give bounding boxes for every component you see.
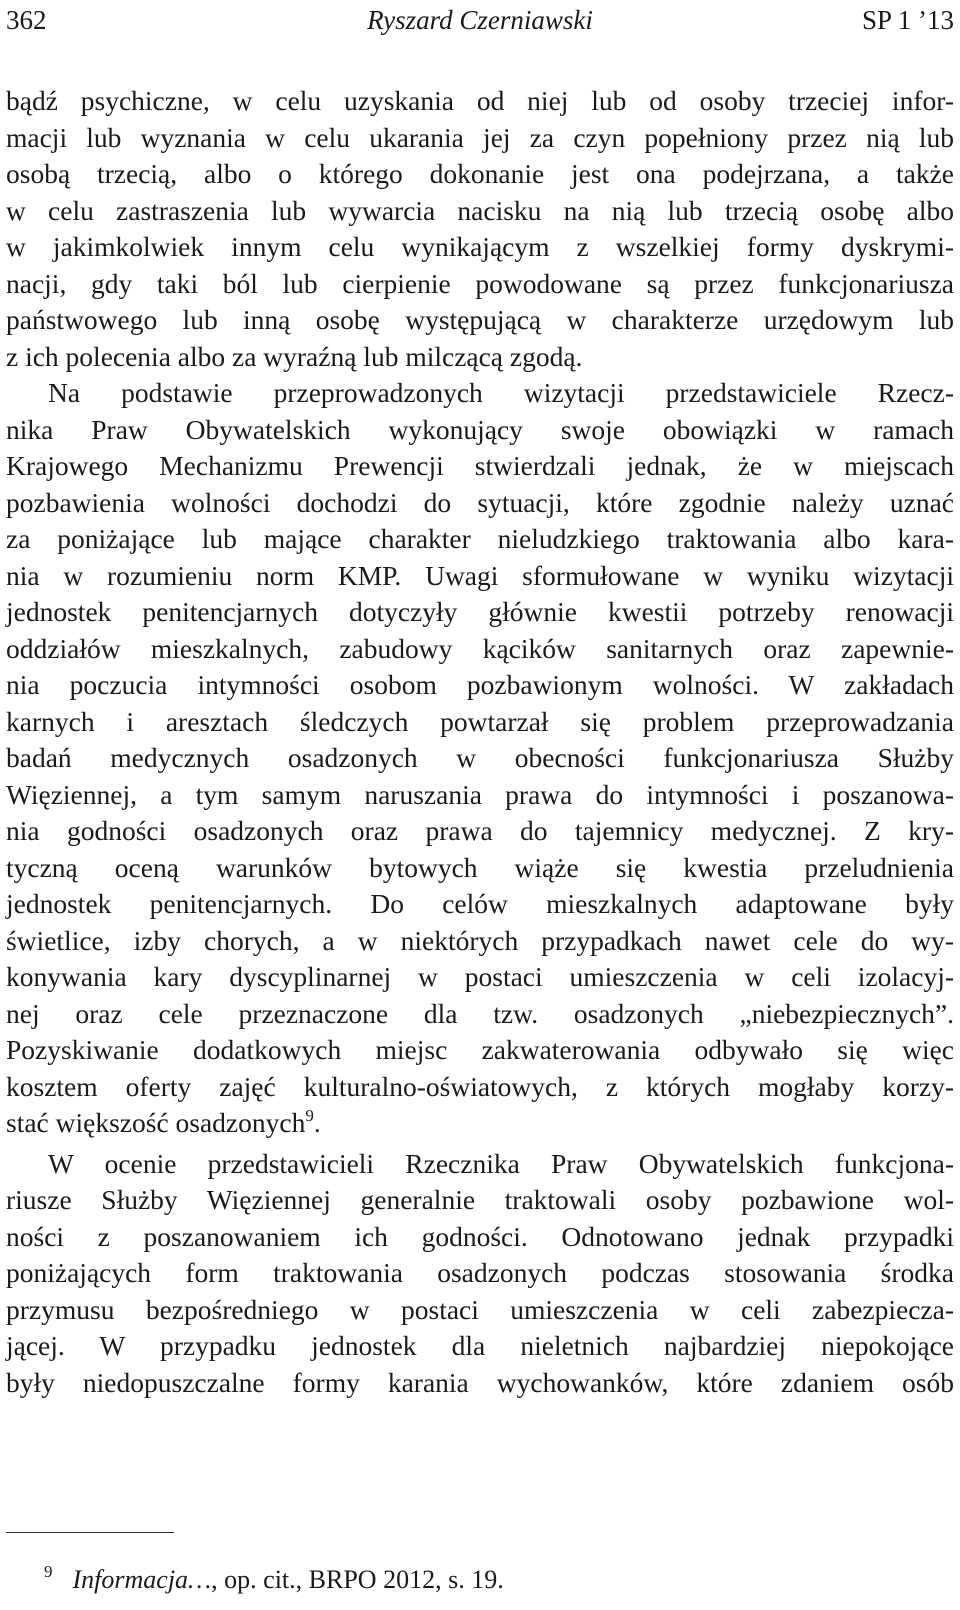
- body-text: [6, 83, 954, 1401]
- text-line: [6, 959, 954, 996]
- text-line: [6, 521, 954, 558]
- text-line: [6, 1069, 954, 1106]
- text-line-content: nia w rozumieniu norm KMP. Uwagi sformułowane w wyniku wizytacji: [6, 559, 954, 591]
- text-line-content: stać większość osadzonych: [6, 1107, 306, 1138]
- text-line: [6, 558, 954, 595]
- text-line: [6, 740, 954, 777]
- text-line: [6, 266, 954, 303]
- text-line-content: poniżających form traktowania osadzonych podczas stosowania środka: [6, 1257, 954, 1288]
- running-header: [6, 0, 954, 40]
- text-line: [6, 448, 954, 485]
- text-line: [6, 996, 954, 1033]
- text-line-content: jednostek penitencjarnych. Do celów mieszkalnych adaptowane były: [6, 888, 954, 919]
- text-line-content: nika Praw Obywatelskich wykonujący swoje obowiązki w ramach: [6, 413, 954, 445]
- text-line-content: w celu zastraszenia lub wywarcia nacisku na nią lub trzecią osobę albo: [6, 194, 954, 226]
- text-line: [6, 850, 954, 887]
- text-line-content: za poniżające lub mające charakter nieludzkiego traktowania albo kara-: [6, 523, 954, 554]
- text-line-content: konywania kary dyscyplinarnej w postaci umieszczenia w celi izolacyj-: [6, 961, 954, 992]
- footnote-reference: 9: [305, 1106, 314, 1125]
- paragraph: [6, 83, 954, 375]
- text-line: [6, 667, 954, 704]
- journal-issue: SP 1 ’13: [861, 5, 954, 35]
- text-line: [6, 1146, 954, 1183]
- text-line: [6, 594, 954, 631]
- footnote-citation: , op. cit., BRPO 2012, s. 19.: [211, 1565, 504, 1594]
- sentence-end: .: [313, 1107, 321, 1138]
- text-line-content: W ocenie przedstawicieli Rzecznika Praw Obywatelskich funkcjona-: [48, 1147, 954, 1179]
- text-line: [6, 83, 954, 120]
- text-line-content: pozbawienia wolności dochodzi do sytuacji, które zgodnie należy uznać: [6, 486, 954, 518]
- text-line-content: Pozyskiwanie dodatkowych miejsc zakwaterowania odbywało się więc: [6, 1034, 954, 1065]
- text-line: [6, 156, 954, 193]
- text-line: [6, 302, 954, 339]
- text-line-content: Na podstawie przeprowadzonych wizytacji przedstawiciele Rzecz-: [48, 377, 954, 408]
- paragraph: [6, 1146, 954, 1402]
- text-line: [6, 704, 954, 741]
- text-line: [6, 120, 954, 157]
- page-number: 362: [6, 5, 47, 35]
- text-line-content: nia godności osadzonych oraz prawa do tajemnicy medycznej. Z kry-: [6, 815, 954, 846]
- text-line-content: badań medycznych osadzonych w obecności funkcjonariusza Służby: [6, 742, 954, 773]
- text-line-content: przymusu bezpośredniego w postaci umieszczenia w celi zabezpiecza-: [6, 1293, 954, 1325]
- text-line: [6, 229, 954, 266]
- text-line: [6, 375, 954, 412]
- text-line-content: były niedopuszczalne formy karania wychowanków, które zdaniem osób: [6, 1366, 954, 1398]
- text-line: [6, 923, 954, 960]
- text-line: [6, 1182, 954, 1219]
- text-line: [6, 485, 954, 522]
- text-line: [6, 1219, 954, 1256]
- text-line-content: karnych i aresztach śledczych powtarzał się problem przeprowadzania: [6, 705, 954, 737]
- text-line: [6, 1032, 954, 1069]
- footnote: [6, 1562, 906, 1601]
- text-line-content: oddziałów mieszkalnych, zabudowy kącików sanitarnych oraz zapewnie-: [6, 632, 954, 664]
- text-line-content: jącej. W przypadku jednostek dla nieletnich najbardziej niepokojące: [6, 1330, 954, 1361]
- text-line-content: tyczną oceną warunków bytowych wiąże się kwestia przeludnienia: [6, 851, 954, 883]
- footnote-title: Informacja…: [72, 1565, 212, 1594]
- text-line-content: kosztem oferty zajęć kulturalno-oświatowych, z których mogłaby korzy-: [6, 1070, 954, 1102]
- text-line: [6, 339, 954, 376]
- text-line: [6, 193, 954, 230]
- text-line-content: nia poczucia intymności osobom pozbawionym wolności. W zakładach: [6, 669, 954, 700]
- paragraph: [6, 375, 954, 1146]
- text-line-content: nacji, gdy taki ból lub cierpienie powodowane są przez funkcjonariusza: [6, 267, 954, 299]
- text-line-content: macji lub wyznania w celu ukarania jej za czyn popełniony przez nią lub: [6, 121, 954, 153]
- footnote-number: 9: [44, 1562, 53, 1581]
- running-author: Ryszard Czerniawski: [367, 5, 593, 35]
- text-line-content: z ich polecenia albo za wyraźną lub milczącą zgodą.: [6, 340, 583, 372]
- footnote-separator: [6, 1532, 174, 1533]
- text-line-content: Więziennej, a tym samym naruszania prawa do intymności i poszanowa-: [6, 778, 954, 810]
- text-line-content: w jakimkolwiek innym celu wynikającym z wszelkiej formy dyskrymi-: [6, 231, 954, 262]
- text-line: [6, 886, 954, 923]
- text-line-content: państwowego lub inną osobę występującą w charakterze urzędowym lub: [6, 304, 954, 335]
- text-line: [6, 813, 954, 850]
- text-line: [6, 777, 954, 814]
- text-line-content: nej oraz cele przeznaczone dla tzw. osadzonych „niebezpiecznych”.: [6, 997, 954, 1029]
- text-line: [6, 412, 954, 449]
- text-line-content: riusze Służby Więziennej generalnie traktowali osoby pozbawione wol-: [6, 1184, 954, 1215]
- text-line: [6, 1328, 954, 1365]
- text-line: [6, 1255, 954, 1292]
- text-line: [6, 1105, 954, 1146]
- text-line-content: jednostek penitencjarnych dotyczyły głównie kwestii potrzeby renowacji: [6, 596, 954, 627]
- text-line-content: osobą trzecią, albo o którego dokonanie jest ona podejrzana, a także: [6, 158, 954, 189]
- text-line-content: Krajowego Mechanizmu Prewencji stwierdzali jednak, że w miejscach: [6, 450, 954, 481]
- text-line: [6, 631, 954, 668]
- text-line: [6, 1292, 954, 1329]
- text-line: [6, 1365, 954, 1402]
- text-line-content: ności z poszanowaniem ich godności. Odnotowano jednak przypadki: [6, 1220, 954, 1252]
- text-line-content: bądź psychiczne, w celu uzyskania od niej lub od osoby trzeciej infor-: [6, 85, 954, 116]
- text-line-content: świetlice, izby chorych, a w niektórych przypadkach nawet cele do wy-: [6, 924, 954, 956]
